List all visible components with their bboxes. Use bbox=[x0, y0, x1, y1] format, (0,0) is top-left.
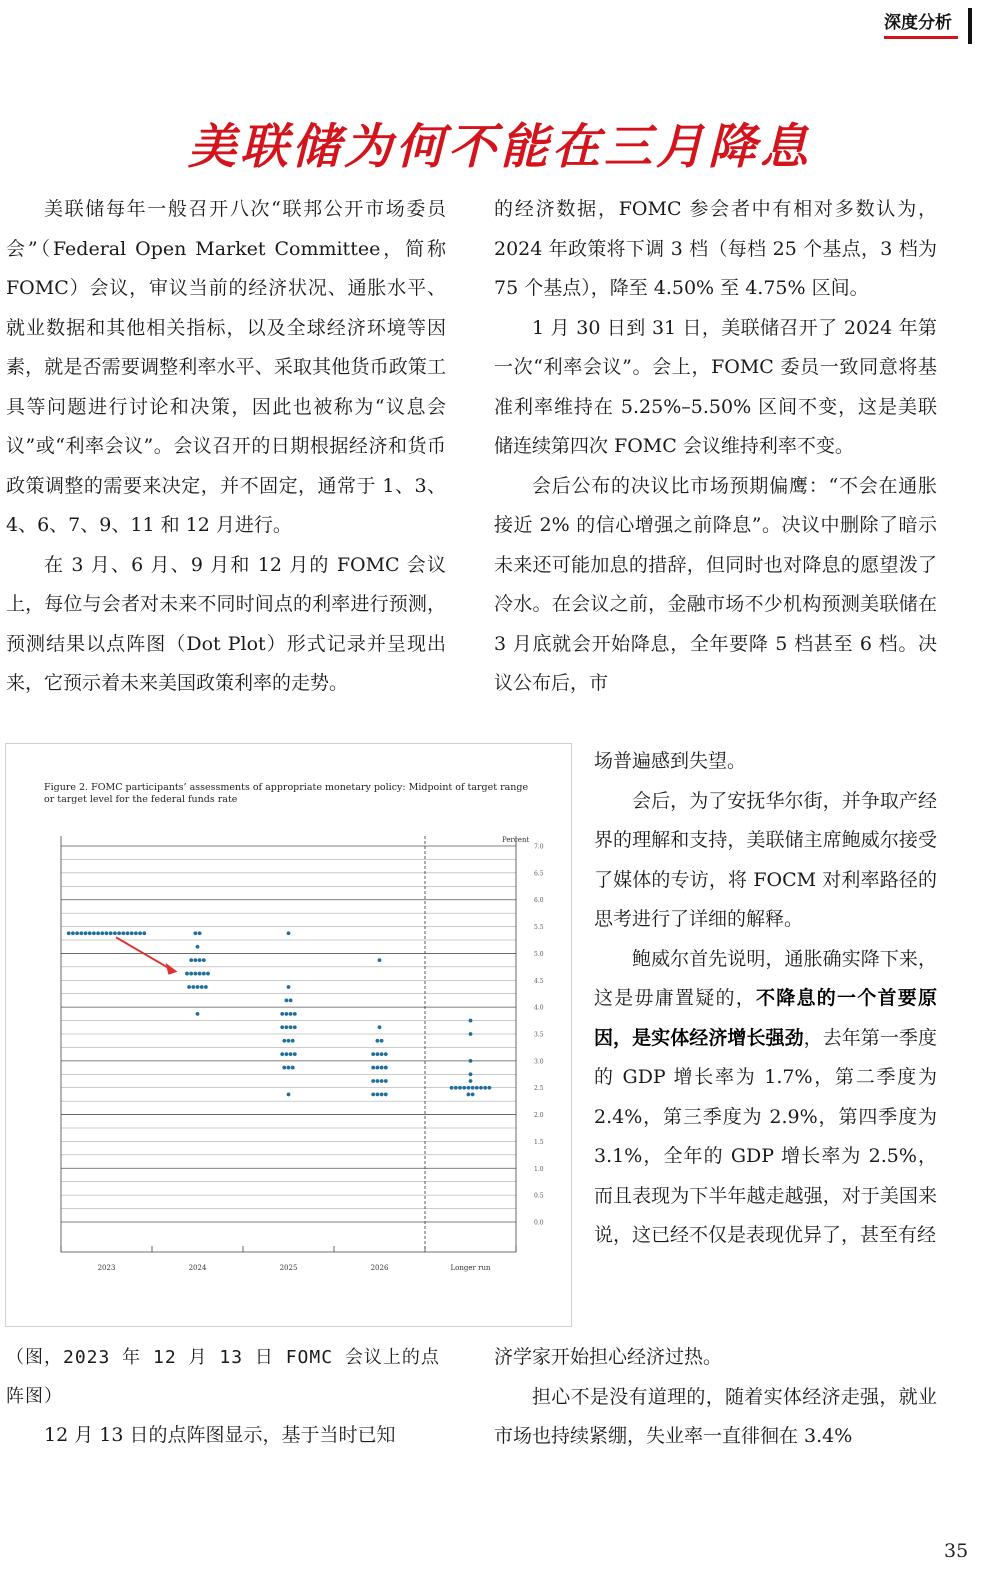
dot-2024 bbox=[194, 972, 198, 976]
dot-2024 bbox=[189, 958, 193, 962]
paragraph: 在 3 月、6 月、9 月和 12 月的 FOMC 会议上，每位与会者对未来不同时间点的利率进行预测，预测结果以点阵图（Dot Plot）形式记录并呈现出来，它预示着未来美国政策利率的走势。 bbox=[6, 553, 446, 694]
y-tick-label: 0.5 bbox=[534, 1192, 544, 1200]
dot-longer-run bbox=[467, 1086, 471, 1090]
dot-2025 bbox=[287, 931, 291, 935]
dot-2024 bbox=[198, 972, 202, 976]
y-tick-label: 6.0 bbox=[534, 897, 544, 905]
dot-longer-run bbox=[475, 1086, 479, 1090]
y-tick-label: 5.0 bbox=[534, 950, 544, 958]
section-tag-bar bbox=[968, 8, 972, 44]
dot-2023 bbox=[84, 931, 88, 935]
dot-2023 bbox=[100, 931, 104, 935]
dot-2025 bbox=[285, 1012, 289, 1016]
dot-2025 bbox=[287, 1093, 291, 1097]
dot-2024 bbox=[196, 1012, 200, 1016]
x-tick-label: 2025 bbox=[279, 1264, 298, 1272]
figure-caption: （图，2023 年 12 月 13 日 FOMC 会议上的点阵图） bbox=[6, 1347, 440, 1407]
dot-2023 bbox=[105, 931, 109, 935]
paragraph: 济学家开始担心经济过热。 bbox=[494, 1346, 723, 1368]
dot-2024 bbox=[191, 985, 195, 989]
dot-2026 bbox=[380, 1039, 384, 1043]
dot-2025 bbox=[285, 999, 289, 1003]
dot-longer-run bbox=[469, 1032, 473, 1036]
dot-2023 bbox=[71, 931, 75, 935]
dot-2023 bbox=[130, 931, 134, 935]
dot-2025 bbox=[280, 1012, 284, 1016]
paragraph: 1 月 30 日到 31 日，美联储召开了 2024 年第一次“利率会议”。会上，FOMC 委员一致同意将基准利率维持在 5.25%–5.50% 区间不变，这是美联储连续第四次 FOMC 会议维持利率不变。 bbox=[494, 316, 937, 457]
chart-title: Figure 2. FOMC participants’ assessments of appropriate monetary policy: Midpoint of target range bbox=[44, 782, 529, 793]
dot-2025 bbox=[289, 1012, 293, 1016]
dot-2025 bbox=[280, 1025, 284, 1029]
y-tick-label: 5.5 bbox=[534, 924, 544, 932]
chart-title-line2: or target level for the federal funds rate bbox=[44, 794, 238, 805]
dot-2023 bbox=[126, 931, 130, 935]
dot-2024 bbox=[198, 958, 202, 962]
dot-2026 bbox=[380, 1066, 384, 1070]
paragraph: 12 月 13 日的点阵图显示，基于当时已知 bbox=[44, 1424, 396, 1446]
dot-2026 bbox=[376, 1066, 380, 1070]
dot-2025 bbox=[287, 1066, 291, 1070]
plot-frame bbox=[61, 836, 516, 1252]
dot-longer-run bbox=[467, 1093, 471, 1097]
x-tick-label: Longer run bbox=[450, 1264, 491, 1272]
dot-2025 bbox=[287, 1039, 291, 1043]
text-run: ，去年第一季度的 GDP 增长率为 1.7%，第二季度为 2.4%，第三季度为 2.9%，第四季度为 3.1%，全年的 GDP 增长率为 2.5%，而且表现为下半年越走越强，对于美国来说，这已经不仅是表现优异了，甚至有经 bbox=[594, 1026, 937, 1246]
dot-2023 bbox=[96, 931, 100, 935]
dot-2026 bbox=[384, 1066, 388, 1070]
dot-2024 bbox=[189, 972, 193, 976]
text-run: 鲍威尔首先说明，通胀确实降下来，这是毋庸置疑的， bbox=[594, 947, 937, 1009]
dot-2026 bbox=[376, 1093, 380, 1097]
y-tick-label: 4.5 bbox=[534, 977, 544, 985]
paragraph: 场普遍感到失望。 bbox=[594, 750, 747, 772]
dot-longer-run bbox=[469, 1072, 473, 1076]
dot-2023 bbox=[79, 931, 83, 935]
dot-2023 bbox=[75, 931, 79, 935]
dot-2026 bbox=[371, 1052, 375, 1056]
dot-longer-run bbox=[471, 1086, 475, 1090]
dot-2025 bbox=[282, 1066, 286, 1070]
section-tag-underline bbox=[884, 36, 958, 39]
section-tag: 深度分析 bbox=[884, 13, 952, 33]
dot-2026 bbox=[380, 1052, 384, 1056]
dot-2025 bbox=[291, 1039, 295, 1043]
dot-2023 bbox=[138, 931, 142, 935]
dot-2026 bbox=[384, 1052, 388, 1056]
dot-2023 bbox=[134, 931, 138, 935]
y-tick-label: 3.5 bbox=[534, 1031, 544, 1039]
dot-2026 bbox=[376, 1052, 380, 1056]
article-title: 美联储为何不能在三月降息 bbox=[187, 119, 812, 175]
right-column-narrow bbox=[594, 742, 937, 1256]
dot-2024 bbox=[194, 931, 198, 935]
dot-2024 bbox=[185, 972, 189, 976]
dot-2025 bbox=[280, 1052, 284, 1056]
dot-longer-run bbox=[469, 1019, 473, 1023]
dot-2025 bbox=[287, 985, 291, 989]
dot-2023 bbox=[67, 931, 71, 935]
dot-2023 bbox=[88, 931, 92, 935]
paragraph: 会后公布的决议比市场预期偏鹰：“不会在通胀接近 2% 的信心增强之前降息”。决议中删除了暗示未来还可能加息的措辞，但同时也对降息的愿望泼了冷水。在会议之前，金融市场不少机构预测美联储在 3 月底就会开始降息，全年要降 5 档甚至 6 档。决议公布后，市 bbox=[494, 474, 937, 694]
dot-2025 bbox=[293, 1012, 297, 1016]
paragraph: 美联储每年一般召开八次“联邦公开市场委员会”（Federal Open Market Committee，简称 FOMC）会议，审议当前的经济状况、通胀水平、就业数据和其他相关指标，以及全球经济环境等因素，就是否需要调整利率水平、采取其他货币政策工具等问题进行讨论和决策，因此也被称为“议息会议”或“利率会议”。会议召开的日期根据经济和货币政策调整的需要来决定，并不固定，通常于 1、3、4、6、7、9、11 和 12 月进行。 bbox=[6, 198, 446, 536]
y-tick-label: 3.0 bbox=[534, 1058, 544, 1066]
dot-longer-run bbox=[469, 1079, 473, 1083]
paragraph: 的经济数据，FOMC 参会者中有相对多数认为，2024 年政策将下调 3 档（每档 25 个基点，3 档为 75 个基点），降至 4.50% 至 4.75% 区间。 bbox=[494, 198, 937, 299]
dot-2025 bbox=[285, 1025, 289, 1029]
dot-2024 bbox=[206, 972, 210, 976]
x-tick-label: 2026 bbox=[370, 1264, 389, 1272]
dot-2025 bbox=[291, 1066, 295, 1070]
dot-longer-run bbox=[488, 1086, 492, 1090]
paragraph: 会后，为了安抚华尔街，并争取产经界的理解和支持，美联储主席鲍威尔接受了媒体的专访，将 FOCM 对利率路径的思考进行了详细的解释。 bbox=[594, 789, 937, 930]
y-tick-label: 7.0 bbox=[534, 843, 544, 851]
dot-2026 bbox=[371, 1079, 375, 1083]
dot-2024 bbox=[202, 958, 206, 962]
dot-2025 bbox=[289, 1025, 293, 1029]
dot-2024 bbox=[194, 958, 198, 962]
y-tick-label: 1.0 bbox=[534, 1165, 544, 1173]
dot-2026 bbox=[384, 1093, 388, 1097]
dot-2023 bbox=[142, 931, 146, 935]
x-tick-label: 2023 bbox=[97, 1264, 116, 1272]
dot-2025 bbox=[293, 1052, 297, 1056]
dot-2024 bbox=[202, 972, 206, 976]
y-tick-label: 6.5 bbox=[534, 870, 544, 878]
dot-2024 bbox=[204, 985, 208, 989]
y-tick-label: 4.0 bbox=[534, 1004, 544, 1012]
dot-2026 bbox=[371, 1066, 375, 1070]
dot-longer-run bbox=[462, 1086, 466, 1090]
dot-longer-run bbox=[483, 1086, 487, 1090]
dot-2025 bbox=[289, 999, 293, 1003]
dot-2024 bbox=[196, 945, 200, 949]
y-tick-label: 0.0 bbox=[534, 1219, 544, 1227]
dot-2024 bbox=[196, 985, 200, 989]
paragraph bbox=[594, 940, 937, 1256]
dot-2024 bbox=[200, 985, 204, 989]
dot-2026 bbox=[378, 1025, 382, 1029]
dot-2025 bbox=[285, 1052, 289, 1056]
y-axis-label: Percent bbox=[502, 836, 530, 844]
dot-plot-figure bbox=[5, 743, 572, 1327]
dot-2026 bbox=[378, 958, 382, 962]
dot-longer-run bbox=[471, 1093, 475, 1097]
left-column bbox=[6, 190, 446, 704]
dot-longer-run bbox=[450, 1086, 454, 1090]
dot-longer-run bbox=[469, 1059, 473, 1063]
dot-longer-run bbox=[454, 1086, 458, 1090]
dot-2025 bbox=[293, 1025, 297, 1029]
y-tick-label: 1.5 bbox=[534, 1138, 544, 1146]
dot-2023 bbox=[117, 931, 121, 935]
dot-2023 bbox=[121, 931, 125, 935]
dot-2026 bbox=[371, 1093, 375, 1097]
dot-longer-run bbox=[479, 1086, 483, 1090]
highlight-arrow-head bbox=[166, 963, 178, 975]
dot-longer-run bbox=[458, 1086, 462, 1090]
bold-emphasis: 不降息的一个首要原因，是实体经济增长强劲 bbox=[594, 987, 937, 1049]
x-tick-label: 2024 bbox=[188, 1264, 207, 1272]
y-tick-label: 2.5 bbox=[534, 1085, 544, 1093]
y-tick-label: 2.0 bbox=[534, 1112, 544, 1120]
dot-2025 bbox=[289, 1052, 293, 1056]
right-column bbox=[494, 190, 937, 704]
right-column-bottom bbox=[494, 1338, 937, 1457]
dot-2025 bbox=[282, 1039, 286, 1043]
dot-2024 bbox=[198, 931, 202, 935]
dot-2026 bbox=[376, 1079, 380, 1083]
paragraph: 担心不是没有道理的，随着实体经济走强，就业市场也持续紧绷，失业率一直徘徊在 3.4% bbox=[494, 1385, 937, 1447]
dot-2026 bbox=[380, 1079, 384, 1083]
dot-2023 bbox=[113, 931, 117, 935]
page-number: 35 bbox=[944, 1540, 969, 1562]
dot-plot-chart bbox=[6, 744, 571, 1326]
dot-2026 bbox=[376, 1039, 380, 1043]
dot-2023 bbox=[109, 931, 113, 935]
dot-2024 bbox=[187, 985, 191, 989]
dot-2023 bbox=[92, 931, 96, 935]
dot-2026 bbox=[384, 1079, 388, 1083]
dot-2026 bbox=[380, 1093, 384, 1097]
